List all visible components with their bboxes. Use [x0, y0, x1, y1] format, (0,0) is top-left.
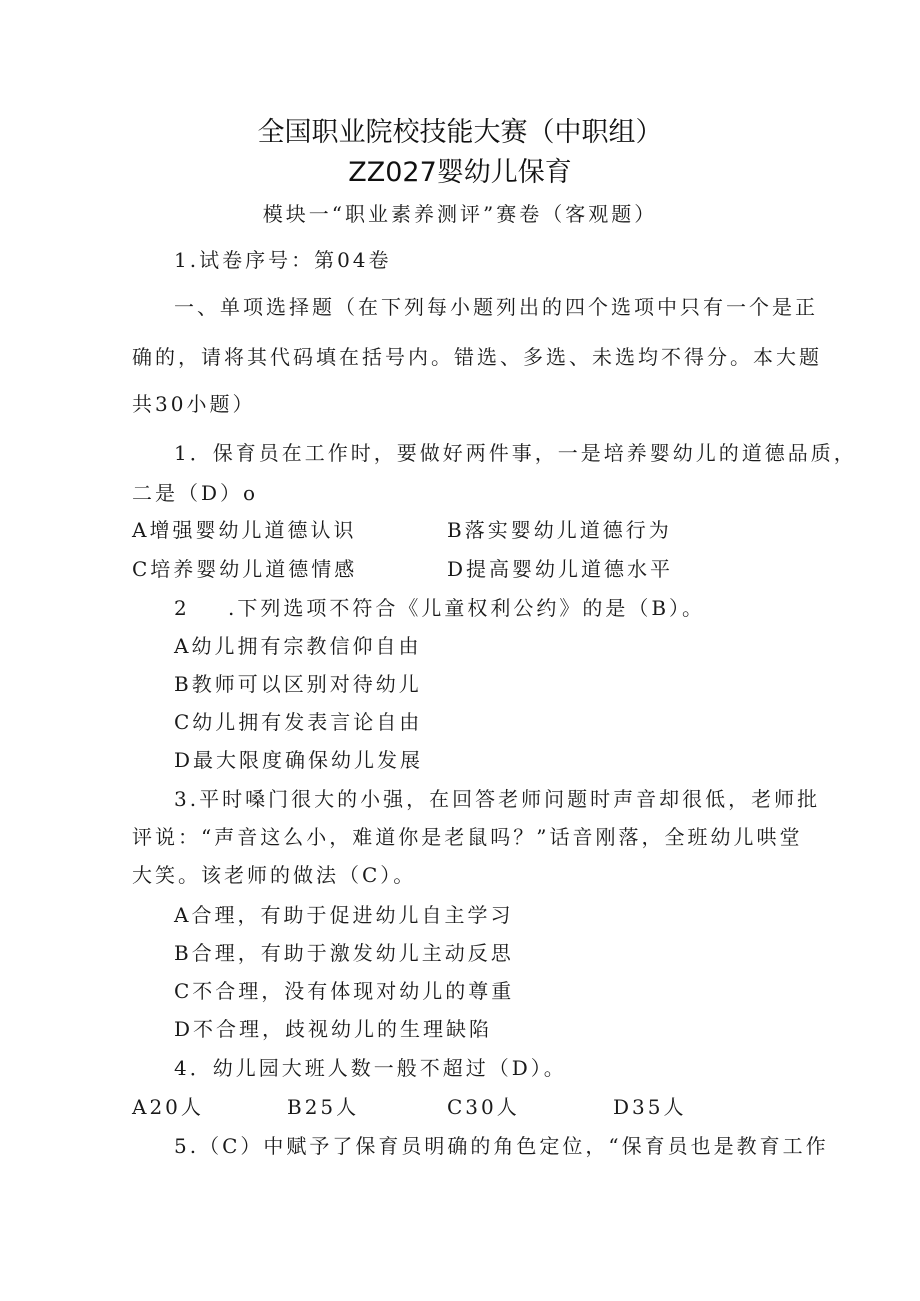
question-1-line-2: 二是（D）o — [132, 481, 259, 505]
question-3-option-d: D不合理，歧视幼儿的生理缺陷 — [174, 1017, 493, 1041]
question-1-option-d: D提高婴幼儿道德水平 — [447, 557, 674, 581]
question-1-option-b: B落实婴幼儿道德行为 — [447, 518, 672, 542]
question-1-option-a: A增强婴幼儿道德认识 — [132, 518, 357, 542]
question-2-option-c: C幼儿拥有发表言论自由 — [174, 710, 423, 734]
question-3-line-1: 3.平时嗓门很大的小强，在回答老师问题时声音却很低，老师批 — [174, 787, 821, 811]
question-5-line-1: 5.（C）中赋予了保育员明确的角色定位，“保育员也是教育工作 — [174, 1134, 829, 1158]
section-heading-line-1: 一、单项选择题（在下列每小题列出的四个选项中只有一个是正 — [174, 295, 818, 319]
title-line-1: 全国职业院校技能大赛（中职组） — [257, 117, 663, 148]
question-4-option-c: C30人 — [447, 1095, 520, 1119]
paper-number: 1.试卷序号：第04卷 — [174, 248, 392, 272]
question-1-line-1: 1．保育员在工作时，要做好两件事，一是培养婴幼儿的道德品质， — [174, 441, 857, 465]
question-2-text: .下列选项不符合《儿童权利公约》的是（B）。 — [228, 596, 706, 620]
question-1-option-c: C培养婴幼儿道德情感 — [132, 557, 358, 581]
question-2-option-a: A幼儿拥有宗教信仰自由 — [174, 634, 422, 658]
question-2-number: 2 — [174, 596, 190, 620]
question-3-line-3: 大笑。该老师的做法（C）。 — [132, 863, 417, 887]
question-4-option-b: B25人 — [287, 1095, 360, 1119]
subtitle: 模块一“职业素养测评”赛卷（客观题） — [262, 202, 658, 226]
question-4-text: 4．幼儿园大班人数一般不超过（D）。 — [174, 1056, 567, 1080]
question-2-option-d: D最大限度确保幼儿发展 — [174, 748, 424, 772]
question-3-option-a: A合理，有助于促进幼儿自主学习 — [174, 903, 514, 927]
section-heading-line-3: 共30小题） — [132, 392, 256, 416]
section-heading-line-2: 确的，请将其代码填在括号内。错选、多选、未选均不得分。本大题 — [132, 345, 822, 369]
question-3-line-2: 评说：“声音这么小，难道你是老鼠吗？”话音刚落，全班幼儿哄堂 — [132, 825, 803, 849]
question-4-option-a: A20人 — [132, 1095, 204, 1119]
title-line-2: ZZ027婴幼儿保育 — [348, 157, 572, 188]
question-4-option-d: D35人 — [613, 1095, 687, 1119]
question-3-option-c: C不合理，没有体现对幼儿的尊重 — [174, 979, 515, 1003]
question-2-option-b: B教师可以区别对待幼儿 — [174, 672, 422, 696]
question-3-option-b: B合理，有助于激发幼儿主动反思 — [174, 941, 514, 965]
